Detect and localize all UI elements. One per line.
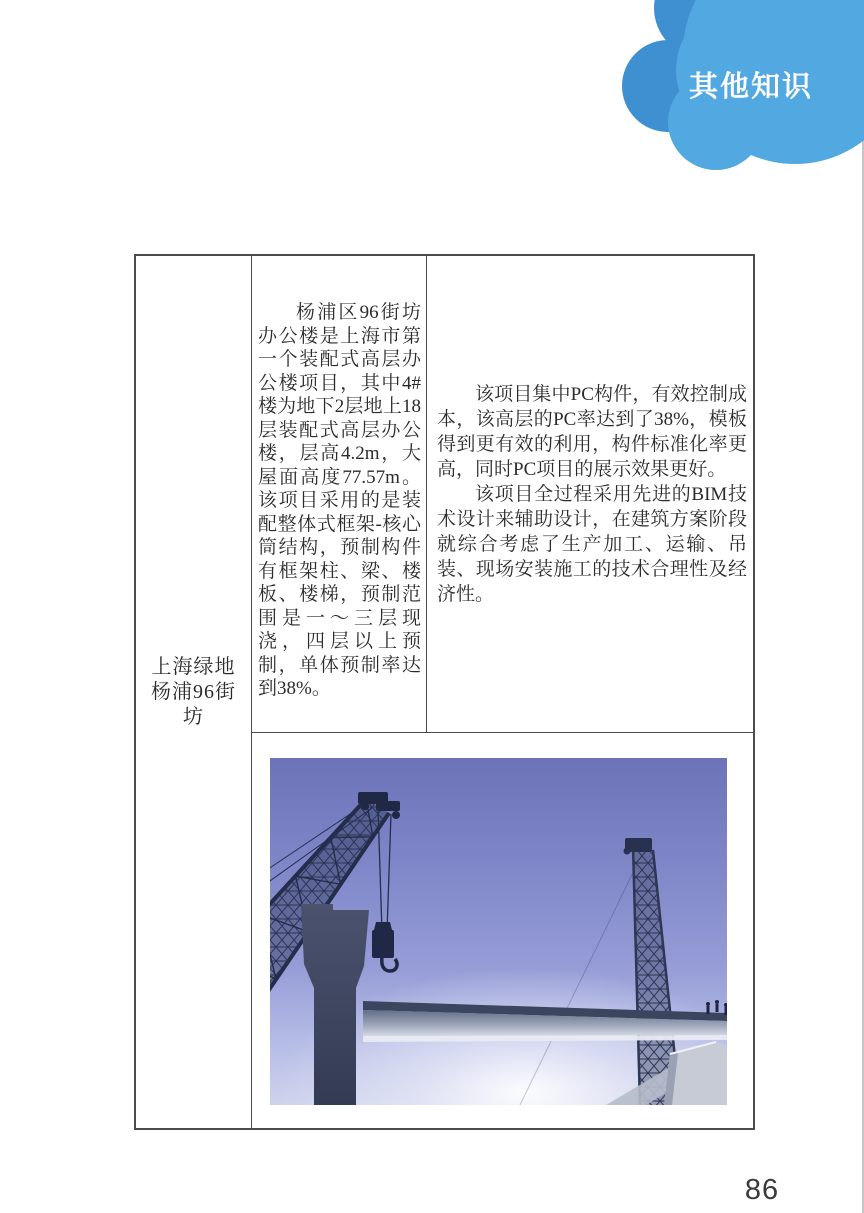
project-overview-text: 杨浦区96街坊办公楼是上海市第一个装配式高层办公楼项目，其中4#楼为地下2层地上18层装配式高层办公楼，层高4.2m，大屋面高度77.57m。该项目采用的是装配整体式框架-核心筒结构，预制构件有框架柱、梁、楼板、楼梯，预制范围是一～三层现浇，四层以上预制，单体预制率达到38%。 xyxy=(258,302,421,700)
construction-photo xyxy=(270,758,727,1105)
project-detail-text-2: 该项目全过程采用先进的BIM技术设计来辅助设计，在建筑方案阶段就综合考虑了生产加工、运输、吊装、现场安装施工的技术合理性及经济性。 xyxy=(437,483,747,605)
project-overview-cell xyxy=(252,256,427,733)
project-detail-cell xyxy=(427,256,753,733)
project-detail-text-1: 该项目集中PC构件，有效控制成本，该高层的PC率达到了38%，模板得到更有效的利用，构件标准化率更高，同时PC项目的展示效果更好。 xyxy=(437,383,747,480)
chapter-badge xyxy=(614,0,864,200)
page-number: 86 xyxy=(744,1174,780,1206)
chapter-badge-label: 其他知识 xyxy=(688,71,813,103)
project-name-label: 上海绿地杨浦96街坊 xyxy=(151,655,236,728)
project-name-cell xyxy=(136,256,252,1128)
